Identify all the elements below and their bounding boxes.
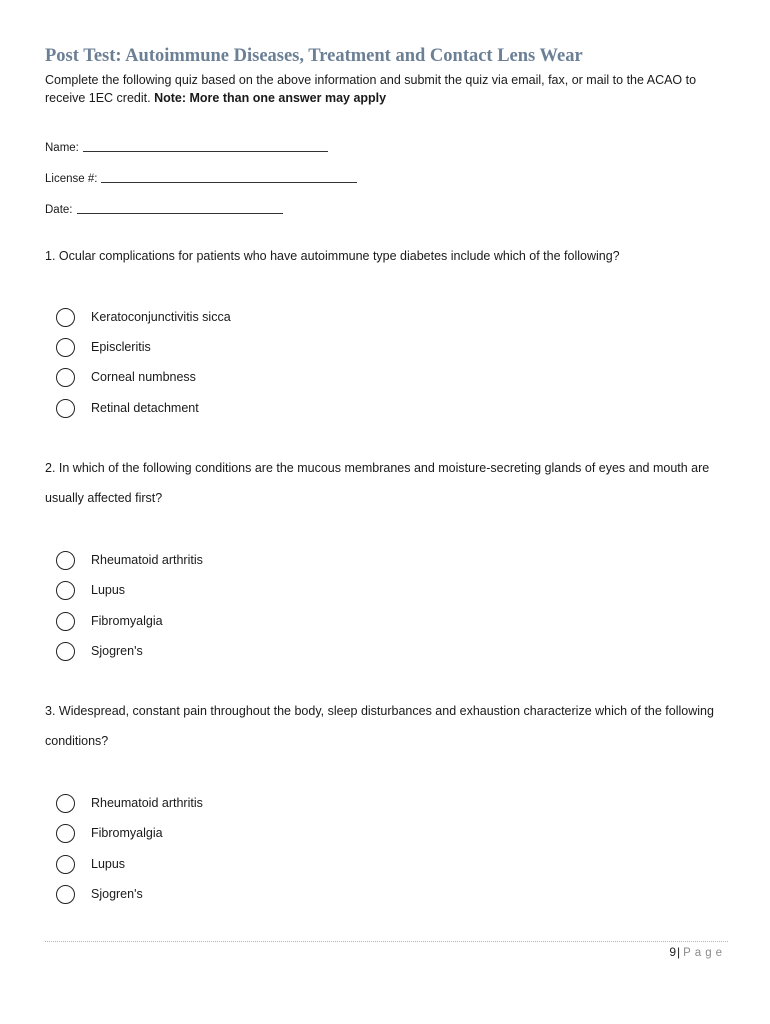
- license-label: License #:: [45, 173, 98, 185]
- q2-option-2[interactable]: [56, 578, 125, 602]
- option-label: Fibromyalgia: [91, 826, 163, 840]
- license-input-line[interactable]: [101, 181, 357, 183]
- radio-button[interactable]: [56, 855, 75, 874]
- date-label: Date:: [45, 204, 73, 216]
- page-title: Post Test: Autoimmune Diseases, Treatment and Contact Lens Wear: [45, 46, 583, 66]
- question-2: 2. In which of the following conditions are the mucous membranes and moisture-secreting glands of eyes and mouth are usually affected first?: [45, 461, 710, 505]
- q3-option-1[interactable]: [56, 791, 203, 815]
- radio-button[interactable]: [56, 308, 75, 327]
- option-label: Lupus: [91, 857, 126, 871]
- radio-button[interactable]: [56, 642, 75, 661]
- q1-option-2[interactable]: [56, 335, 151, 359]
- question-3: 3. Widespread, constant pain throughout the body, sleep disturbances and exhaustion characterize which of the following conditions?: [45, 704, 714, 748]
- q1-option-3[interactable]: [56, 365, 196, 389]
- radio-button[interactable]: [56, 399, 75, 418]
- option-label: Keratoconjunctivitis sicca: [91, 310, 231, 324]
- option-label: Sjogren's: [91, 644, 143, 658]
- option-label: Episcleritis: [91, 340, 151, 354]
- instructions-note: Note: More than one answer may apply: [154, 91, 387, 105]
- radio-button[interactable]: [56, 885, 75, 904]
- q2-option-4[interactable]: [56, 639, 143, 663]
- instructions: [45, 71, 735, 107]
- q3-option-3[interactable]: [56, 852, 125, 876]
- date-field[interactable]: [45, 204, 283, 216]
- date-input-line[interactable]: [77, 212, 283, 214]
- radio-button[interactable]: [56, 824, 75, 843]
- option-label: Lupus: [91, 583, 126, 597]
- page-number: 9: [669, 945, 677, 959]
- radio-button[interactable]: [56, 794, 75, 813]
- q1-option-4[interactable]: [56, 396, 199, 420]
- page-footer: [669, 945, 726, 959]
- radio-button[interactable]: [56, 368, 75, 387]
- q3-option-2[interactable]: [56, 821, 163, 845]
- option-label: Sjogren's: [91, 887, 143, 901]
- radio-button[interactable]: [56, 551, 75, 570]
- page-separator: |: [677, 945, 681, 959]
- instructions-text: Complete the following quiz based on the above information and submit the quiz via email, fax, or mail to the ACAO to receive 1EC credit.: [45, 73, 697, 105]
- license-field[interactable]: [45, 173, 357, 185]
- radio-button[interactable]: [56, 581, 75, 600]
- q2-option-1[interactable]: [56, 548, 203, 572]
- name-input-line[interactable]: [83, 150, 328, 152]
- radio-button[interactable]: [56, 338, 75, 357]
- option-label: Rheumatoid arthritis: [91, 553, 203, 567]
- name-label: Name:: [45, 142, 79, 154]
- question-1: 1. Ocular complications for patients who have autoimmune type diabetes include which of the following?: [45, 249, 620, 263]
- option-label: Retinal detachment: [91, 401, 199, 415]
- option-label: Fibromyalgia: [91, 614, 163, 628]
- page-word: Page: [683, 947, 726, 959]
- footer-divider: [45, 941, 728, 942]
- q2-option-3[interactable]: [56, 609, 163, 633]
- q1-option-1[interactable]: [56, 305, 231, 329]
- name-field[interactable]: [45, 142, 328, 154]
- radio-button[interactable]: [56, 612, 75, 631]
- option-label: Corneal numbness: [91, 370, 196, 384]
- option-label: Rheumatoid arthritis: [91, 796, 203, 810]
- q3-option-4[interactable]: [56, 882, 143, 906]
